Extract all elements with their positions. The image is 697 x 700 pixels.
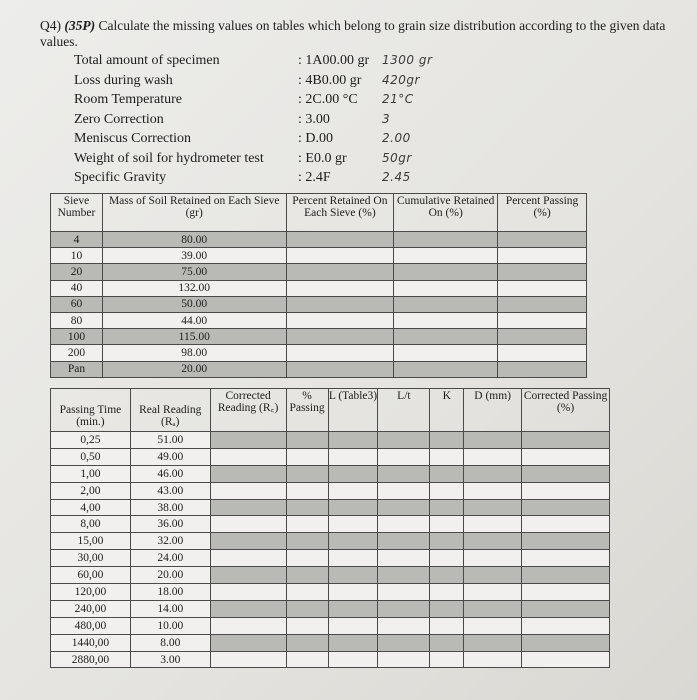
parameter-value: : D.00 xyxy=(298,131,333,146)
empty-answer-cell xyxy=(430,533,464,550)
real-reading-cell: 49.00 xyxy=(130,448,210,465)
empty-answer-cell xyxy=(522,465,610,482)
empty-answer-cell xyxy=(328,584,378,601)
table-row xyxy=(51,312,587,328)
empty-answer-cell xyxy=(328,448,378,465)
sieve-number-cell: Pan xyxy=(51,361,103,377)
empty-answer-cell xyxy=(286,361,394,377)
empty-answer-cell xyxy=(522,550,610,567)
table-row xyxy=(51,329,587,345)
empty-answer-cell xyxy=(286,345,394,361)
passing-time-cell: 30,00 xyxy=(51,550,131,567)
empty-answer-cell xyxy=(286,617,328,634)
empty-answer-cell xyxy=(394,232,498,248)
empty-answer-cell xyxy=(286,264,394,280)
real-reading-cell: 24.00 xyxy=(130,550,210,567)
table-row xyxy=(51,264,587,280)
empty-answer-cell xyxy=(464,448,522,465)
empty-answer-cell xyxy=(328,567,378,584)
table-row xyxy=(51,482,610,499)
empty-answer-cell xyxy=(498,361,587,377)
table-row xyxy=(51,533,610,550)
parameter-row xyxy=(74,71,594,91)
empty-answer-cell xyxy=(328,634,378,651)
column-header: D (mm) xyxy=(464,389,522,432)
empty-answer-cell xyxy=(210,634,286,651)
empty-answer-cell xyxy=(210,482,286,499)
question-text xyxy=(40,18,690,50)
empty-answer-cell xyxy=(328,600,378,617)
empty-answer-cell xyxy=(464,634,522,651)
real-reading-cell: 18.00 xyxy=(130,584,210,601)
empty-answer-cell xyxy=(498,232,587,248)
empty-answer-cell xyxy=(378,617,430,634)
empty-answer-cell xyxy=(378,634,430,651)
parameter-row xyxy=(74,51,594,71)
empty-answer-cell xyxy=(210,567,286,584)
empty-answer-cell xyxy=(328,482,378,499)
empty-answer-cell xyxy=(430,482,464,499)
empty-answer-cell xyxy=(328,432,378,449)
table-row xyxy=(51,499,610,516)
real-reading-cell: 38.00 xyxy=(130,499,210,516)
parameter-value: : E0.0 gr xyxy=(298,150,347,166)
empty-answer-cell xyxy=(286,634,328,651)
table-row xyxy=(51,361,587,377)
column-header: Real Reading (Rₐ) xyxy=(130,389,210,432)
empty-answer-cell xyxy=(522,432,610,449)
mass-retained-cell: 44.00 xyxy=(102,312,286,328)
empty-answer-cell xyxy=(522,600,610,617)
handwritten-value: 21°C xyxy=(382,92,414,106)
handwritten-value: 420gr xyxy=(382,72,420,87)
empty-answer-cell xyxy=(522,533,610,550)
table-row xyxy=(51,345,587,361)
parameter-value: : 4B0.00 gr xyxy=(298,72,362,88)
table-row xyxy=(51,516,610,533)
empty-answer-cell xyxy=(378,465,430,482)
real-reading-cell: 51.00 xyxy=(130,432,210,449)
empty-answer-cell xyxy=(378,516,430,533)
empty-answer-cell xyxy=(430,448,464,465)
empty-answer-cell xyxy=(286,499,328,516)
mass-retained-cell: 80.00 xyxy=(102,232,286,248)
column-header: Corrected Reading (R꜀) xyxy=(210,389,286,432)
empty-answer-cell xyxy=(378,432,430,449)
empty-answer-cell xyxy=(378,550,430,567)
parameter-value: : 1A00.00 gr xyxy=(298,53,370,68)
mass-retained-cell: 98.00 xyxy=(102,345,286,361)
empty-answer-cell xyxy=(464,482,522,499)
table-row xyxy=(51,634,610,651)
parameter-value: : 3.00 xyxy=(298,111,330,127)
column-header: Sieve Number xyxy=(51,194,103,232)
empty-answer-cell xyxy=(286,651,328,668)
question-body: Calculate the missing values on tables which belong to grain size distribution according to the given data values. xyxy=(40,18,666,49)
table-row xyxy=(51,465,610,482)
empty-answer-cell xyxy=(522,499,610,516)
empty-answer-cell xyxy=(430,550,464,567)
table-row xyxy=(51,248,587,264)
empty-answer-cell xyxy=(522,482,610,499)
passing-time-cell: 0,25 xyxy=(51,432,131,449)
empty-answer-cell xyxy=(286,280,394,296)
table-row xyxy=(51,432,610,449)
passing-time-cell: 0,50 xyxy=(51,448,131,465)
passing-time-cell: 1440,00 xyxy=(51,634,131,651)
empty-answer-cell xyxy=(210,617,286,634)
empty-answer-cell xyxy=(522,634,610,651)
empty-answer-cell xyxy=(286,533,328,550)
empty-answer-cell xyxy=(464,651,522,668)
empty-answer-cell xyxy=(210,600,286,617)
real-reading-cell: 32.00 xyxy=(130,533,210,550)
handwritten-value: 2.45 xyxy=(382,170,411,184)
empty-answer-cell xyxy=(378,533,430,550)
empty-answer-cell xyxy=(378,651,430,668)
sieve-number-cell: 20 xyxy=(51,264,103,280)
empty-answer-cell xyxy=(286,567,328,584)
real-reading-cell: 43.00 xyxy=(130,482,210,499)
table-row xyxy=(51,567,610,584)
empty-answer-cell xyxy=(464,499,522,516)
empty-answer-cell xyxy=(522,516,610,533)
sieve-number-cell: 40 xyxy=(51,280,103,296)
passing-time-cell: 2,00 xyxy=(51,482,131,499)
mass-retained-cell: 115.00 xyxy=(102,329,286,345)
parameter-row xyxy=(74,129,594,149)
table-row xyxy=(51,550,610,567)
passing-time-cell: 60,00 xyxy=(51,567,131,584)
empty-answer-cell xyxy=(286,465,328,482)
empty-answer-cell xyxy=(464,584,522,601)
real-reading-cell: 3.00 xyxy=(130,651,210,668)
empty-answer-cell xyxy=(328,550,378,567)
passing-time-cell: 8,00 xyxy=(51,516,131,533)
empty-answer-cell xyxy=(286,296,394,312)
handwritten-value: 1300 gr xyxy=(382,53,433,67)
column-header: % Passing xyxy=(286,389,328,432)
empty-answer-cell xyxy=(210,651,286,668)
column-header: L/t xyxy=(378,389,430,432)
empty-answer-cell xyxy=(464,533,522,550)
handwritten-value: 3 xyxy=(382,111,391,126)
empty-answer-cell xyxy=(394,345,498,361)
table-row xyxy=(51,280,587,296)
sieve-analysis-table xyxy=(50,193,587,378)
empty-answer-cell xyxy=(286,584,328,601)
empty-answer-cell xyxy=(430,617,464,634)
real-reading-cell: 8.00 xyxy=(130,634,210,651)
empty-answer-cell xyxy=(328,516,378,533)
parameter-row xyxy=(74,149,594,169)
empty-answer-cell xyxy=(394,296,498,312)
empty-answer-cell xyxy=(286,232,394,248)
parameter-row xyxy=(74,168,594,188)
empty-answer-cell xyxy=(286,312,394,328)
parameter-row xyxy=(74,90,594,110)
real-reading-cell: 14.00 xyxy=(130,600,210,617)
empty-answer-cell xyxy=(378,499,430,516)
empty-answer-cell xyxy=(522,584,610,601)
handwritten-value: 50gr xyxy=(382,150,412,165)
empty-answer-cell xyxy=(286,248,394,264)
empty-answer-cell xyxy=(210,516,286,533)
sieve-number-cell: 100 xyxy=(51,329,103,345)
passing-time-cell: 15,00 xyxy=(51,533,131,550)
empty-answer-cell xyxy=(522,567,610,584)
empty-answer-cell xyxy=(464,465,522,482)
question-number: Q4) xyxy=(40,18,61,33)
passing-time-cell: 1,00 xyxy=(51,465,131,482)
empty-answer-cell xyxy=(464,516,522,533)
parameter-value: : 2.4F xyxy=(298,170,331,185)
parameter-label: Zero Correction xyxy=(74,111,164,127)
mass-retained-cell: 50.00 xyxy=(102,296,286,312)
sieve-number-cell: 80 xyxy=(51,312,103,328)
column-header: Passing Time (min.) xyxy=(51,389,131,432)
parameter-label: Meniscus Correction xyxy=(74,131,192,146)
empty-answer-cell xyxy=(522,651,610,668)
real-reading-cell: 20.00 xyxy=(130,567,210,584)
empty-answer-cell xyxy=(286,329,394,345)
real-reading-cell: 46.00 xyxy=(130,465,210,482)
column-header: Mass of Soil Retained on Each Sieve (gr) xyxy=(102,194,286,232)
sieve-number-cell: 60 xyxy=(51,296,103,312)
table-row xyxy=(51,617,610,634)
empty-answer-cell xyxy=(210,533,286,550)
column-header: Corrected Passing (%) xyxy=(522,389,610,432)
empty-answer-cell xyxy=(328,533,378,550)
empty-answer-cell xyxy=(464,550,522,567)
empty-answer-cell xyxy=(328,651,378,668)
empty-answer-cell xyxy=(430,499,464,516)
empty-answer-cell xyxy=(394,248,498,264)
column-header: L (Table3) xyxy=(328,389,378,432)
empty-answer-cell xyxy=(430,432,464,449)
empty-answer-cell xyxy=(378,567,430,584)
table-row xyxy=(51,448,610,465)
empty-answer-cell xyxy=(210,465,286,482)
empty-answer-cell xyxy=(286,482,328,499)
empty-answer-cell xyxy=(210,584,286,601)
parameter-row xyxy=(74,110,594,130)
column-header: K xyxy=(430,389,464,432)
empty-answer-cell xyxy=(498,264,587,280)
empty-answer-cell xyxy=(430,516,464,533)
empty-answer-cell xyxy=(430,634,464,651)
empty-answer-cell xyxy=(430,584,464,601)
sieve-number-cell: 4 xyxy=(51,232,103,248)
empty-answer-cell xyxy=(378,482,430,499)
table-row xyxy=(51,232,587,248)
sieve-number-cell: 200 xyxy=(51,345,103,361)
mass-retained-cell: 75.00 xyxy=(102,264,286,280)
parameter-label: Loss during wash xyxy=(74,72,173,88)
empty-answer-cell xyxy=(464,432,522,449)
passing-time-cell: 120,00 xyxy=(51,584,131,601)
empty-answer-cell xyxy=(430,465,464,482)
empty-answer-cell xyxy=(210,448,286,465)
table-row xyxy=(51,584,610,601)
real-reading-cell: 10.00 xyxy=(130,617,210,634)
empty-answer-cell xyxy=(464,567,522,584)
column-header: Percent Passing (%) xyxy=(498,194,587,232)
hydrometer-analysis-table xyxy=(50,388,610,668)
empty-answer-cell xyxy=(286,550,328,567)
empty-answer-cell xyxy=(210,432,286,449)
empty-answer-cell xyxy=(498,248,587,264)
passing-time-cell: 2880,00 xyxy=(51,651,131,668)
table-row xyxy=(51,600,610,617)
passing-time-cell: 480,00 xyxy=(51,617,131,634)
question-points: (35P) xyxy=(64,18,96,33)
passing-time-cell: 240,00 xyxy=(51,600,131,617)
empty-answer-cell xyxy=(286,448,328,465)
empty-answer-cell xyxy=(498,312,587,328)
parameter-label: Specific Gravity xyxy=(74,170,167,185)
empty-answer-cell xyxy=(430,600,464,617)
sieve-number-cell: 10 xyxy=(51,248,103,264)
empty-answer-cell xyxy=(210,499,286,516)
column-header: Cumulative Retained On (%) xyxy=(394,194,498,232)
empty-answer-cell xyxy=(328,617,378,634)
empty-answer-cell xyxy=(210,550,286,567)
empty-answer-cell xyxy=(394,312,498,328)
empty-answer-cell xyxy=(378,584,430,601)
parameter-label: Weight of soil for hydrometer test xyxy=(74,150,264,166)
empty-answer-cell xyxy=(286,600,328,617)
passing-time-cell: 4,00 xyxy=(51,499,131,516)
mass-retained-cell: 20.00 xyxy=(102,361,286,377)
table-row xyxy=(51,296,587,312)
empty-answer-cell xyxy=(522,617,610,634)
parameter-value: : 2C.00 °C xyxy=(298,92,358,107)
handwritten-value: 2.00 xyxy=(382,131,411,145)
empty-answer-cell xyxy=(394,264,498,280)
empty-answer-cell xyxy=(394,280,498,296)
empty-answer-cell xyxy=(430,567,464,584)
empty-answer-cell xyxy=(328,499,378,516)
empty-answer-cell xyxy=(378,600,430,617)
empty-answer-cell xyxy=(286,516,328,533)
mass-retained-cell: 39.00 xyxy=(102,248,286,264)
empty-answer-cell xyxy=(464,617,522,634)
empty-answer-cell xyxy=(378,448,430,465)
empty-answer-cell xyxy=(498,329,587,345)
given-parameters xyxy=(74,51,594,188)
empty-answer-cell xyxy=(394,329,498,345)
empty-answer-cell xyxy=(464,600,522,617)
empty-answer-cell xyxy=(522,448,610,465)
empty-answer-cell xyxy=(286,432,328,449)
empty-answer-cell xyxy=(498,345,587,361)
parameter-label: Total amount of specimen xyxy=(74,53,220,68)
table-row xyxy=(51,651,610,668)
real-reading-cell: 36.00 xyxy=(130,516,210,533)
mass-retained-cell: 132.00 xyxy=(102,280,286,296)
empty-answer-cell xyxy=(394,361,498,377)
parameter-label: Room Temperature xyxy=(74,92,183,107)
empty-answer-cell xyxy=(430,651,464,668)
empty-answer-cell xyxy=(328,465,378,482)
empty-answer-cell xyxy=(498,296,587,312)
column-header: Percent Retained On Each Sieve (%) xyxy=(286,194,394,232)
empty-answer-cell xyxy=(498,280,587,296)
